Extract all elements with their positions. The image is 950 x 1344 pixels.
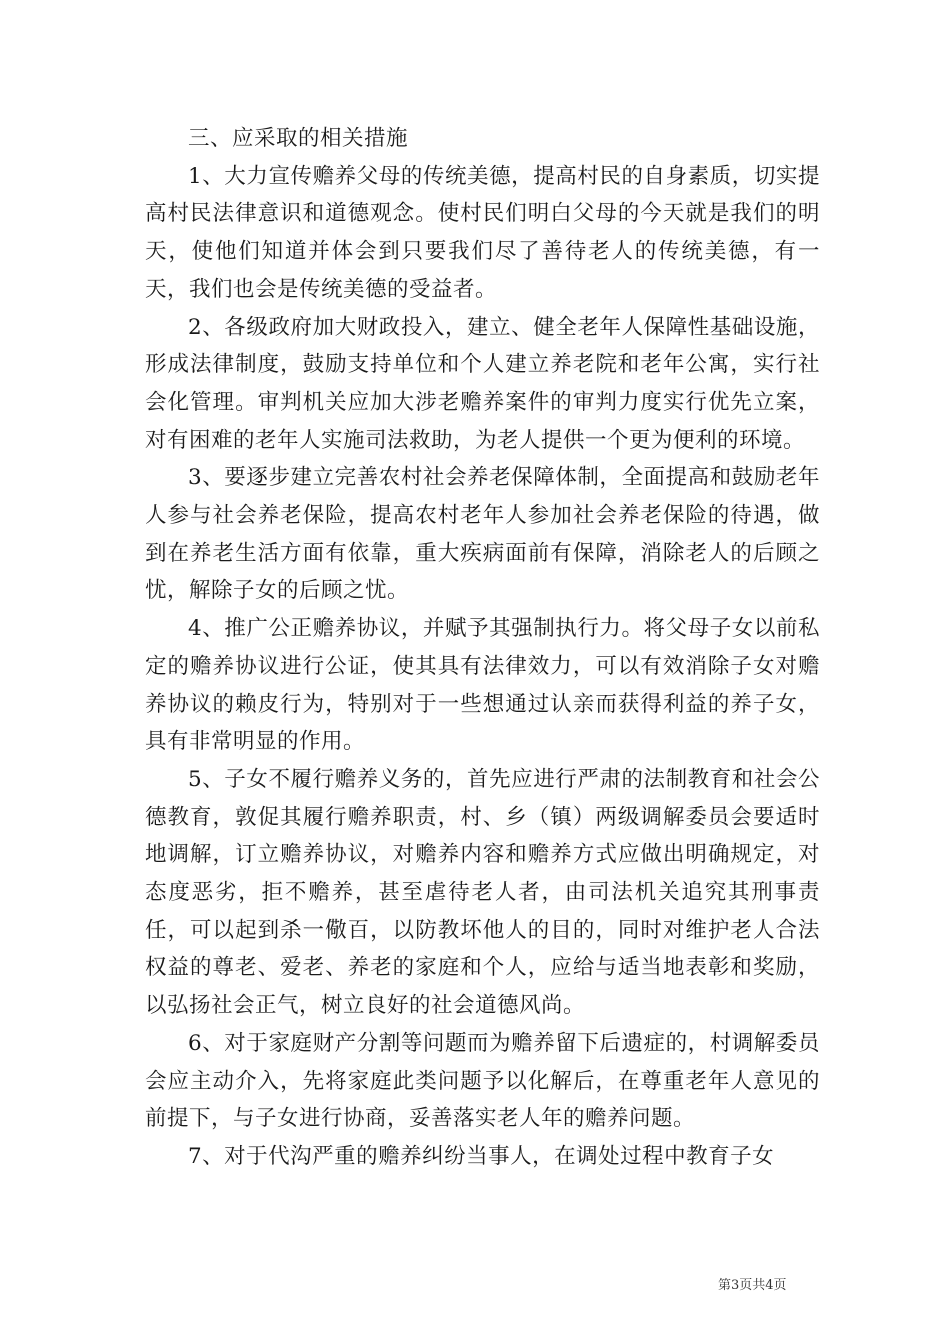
document-body bbox=[145, 120, 820, 1176]
paragraph-measure-7: 7、对于代沟严重的赡养纠纷当事人，在调处过程中教育子女 bbox=[188, 1143, 775, 1169]
section-heading: 三、应采取的相关措施 bbox=[188, 126, 409, 151]
paragraph-measure-1: 1、大力宣传赡养父母的传统美德，提高村民的自身素质，切实提高村民法律意识和道德观念。使村民们明白父母的今天就是我们的明天，使他们知道并体会到只要我们尽了善待老人的传统美德，有一天，我们也会是传统美德的受益者。 bbox=[145, 163, 820, 302]
paragraph-measure-6: 6、对于家庭财产分割等问题而为赡养留下后遗症的，村调解委员会应主动介入，先将家庭此类问题予以化解后，在尊重老年人意见的前提下，与子女进行协商，妥善落实老人年的赡养问题。 bbox=[145, 1030, 820, 1132]
page-number-footer: 第3页共4页 bbox=[718, 1278, 787, 1293]
paragraph-measure-3: 3、要逐步建立完善农村社会养老保障体制，全面提高和鼓励老年人参与社会养老保险，提高农村老年人参加社会养老保险的待遇，做到在养老生活方面有依靠，重大疾病面前有保障，消除老人的后顾之忧，解除子女的后顾之忧。 bbox=[145, 465, 820, 604]
paragraph-measure-4: 4、推广公正赡养协议，并赋予其强制执行力。将父母子女以前私定的赡养协议进行公证，使其具有法律效力，可以有效消除子女对赡养协议的赖皮行为，特别对于一些想通过认亲而获得利益的养子女，具有非常明显的作用。 bbox=[145, 616, 820, 755]
paragraph-measure-5: 5、子女不履行赡养义务的，首先应进行严肃的法制教育和社会公德教育，敦促其履行赡养职责，村、乡（镇）两级调解委员会要适时地调解，订立赡养协议，对赡养内容和赡养方式应做出明确规定，对态度恶劣，拒不赡养，甚至虐待老人者，由司法机关追究其刑事责任，可以起到杀一儆百，以防教坏他人的目的，同时对维护老人合法权益的尊老、爱老、养老的家庭和个人，应给与适当地表彰和奖励，以弘扬社会正气，树立良好的社会道德风尚。 bbox=[145, 766, 820, 1019]
paragraph-measure-2: 2、各级政府加大财政投入，建立、健全老年人保障性基础设施，形成法律制度，鼓励支持单位和个人建立养老院和老年公寓，实行社会化管理。审判机关应加大涉老赡养案件的审判力度实行优先立案，对有困难的老年人实施司法救助，为老人提供一个更为便利的环境。 bbox=[145, 314, 820, 453]
